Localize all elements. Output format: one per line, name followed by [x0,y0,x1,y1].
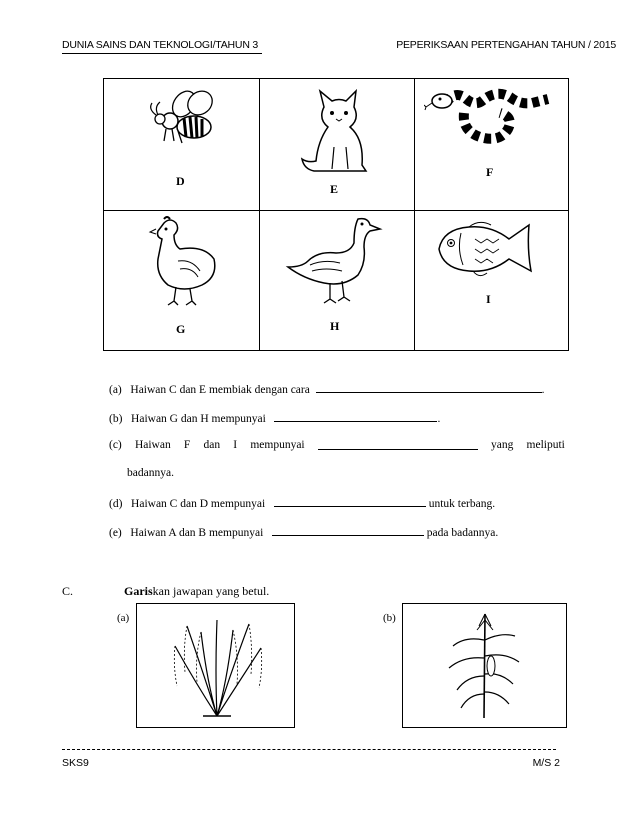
answer-blank-a[interactable] [316,382,542,393]
option-label-b: (b) [383,612,396,624]
animal-letter: H [330,319,340,333]
animal-grid [103,78,569,351]
question-c-continuation: badannya. [127,467,174,479]
footer-rule [62,749,556,750]
question-e: (e) Haiwan A dan B mempunyai pada badannya. [109,527,499,539]
footer-right: M/S 2 [532,757,560,769]
animal-letter: D [176,174,185,188]
grid-divider [414,79,415,350]
option-box-a[interactable] [136,603,295,728]
answer-blank-c[interactable] [318,439,478,450]
animal-letter: I [486,292,491,306]
cat-icon [294,87,384,182]
section-label: C. [62,584,74,598]
grid-divider [259,79,260,350]
fish-icon [429,219,539,279]
maize-plant-icon [439,610,529,722]
duck-icon [284,213,394,308]
question-a: (a) Haiwan C dan E membiak dengan cara . [109,384,545,396]
option-box-b[interactable] [402,603,567,728]
animal-letter: E [330,182,339,196]
question-b: (b) Haiwan G dan H mempunyai . [109,413,441,425]
animal-letter: F [486,165,494,179]
animal-letter: G [176,322,186,336]
hen-icon [134,215,224,310]
answer-blank-d[interactable] [274,496,426,507]
option-label-a: (a) [117,612,130,624]
question-d: (d) Haiwan C dan D mempunyai untuk terbang. [109,498,496,510]
bee-icon [142,89,222,159]
answer-blank-b[interactable] [274,411,437,422]
header-underline [62,53,262,54]
answer-blank-e[interactable] [272,525,424,536]
grass-plant-icon [167,612,267,722]
footer-left: SKS9 [62,757,89,769]
question-c: (c) Haiwan F dan I mempunyai yang meliputi [109,439,565,451]
header-right: PEPERIKSAAN PERTENGAHAN TAHUN / 2015 [396,39,616,51]
grid-divider [104,210,568,211]
header-left: DUNIA SAINS DAN TEKNOLOGI/TAHUN 3 [62,39,259,51]
section-instruction: Gariskan jawapan yang betul. [124,584,270,598]
snake-icon [424,83,554,163]
